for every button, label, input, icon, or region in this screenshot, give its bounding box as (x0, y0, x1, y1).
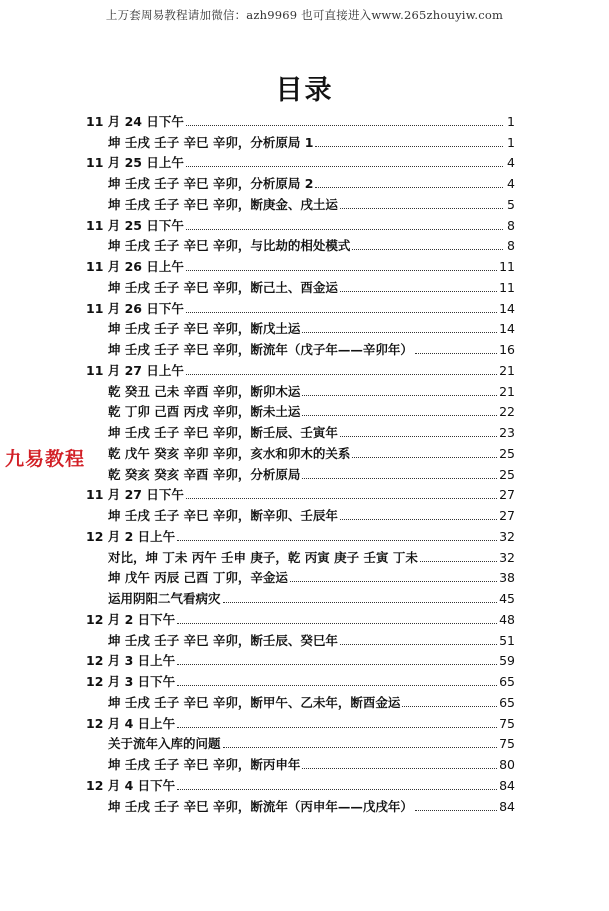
toc-section-entry[interactable] (86, 650, 515, 671)
toc-entry-label: 11 月 25 日下午 (86, 217, 184, 233)
toc-entry-label: 坤 壬戌 壬子 辛巳 辛卯，断丙申年 (108, 757, 301, 772)
toc-page-number: 22 (499, 404, 515, 420)
toc-subentry[interactable] (86, 463, 515, 484)
dot-leader (302, 395, 497, 396)
toc-page-number: 32 (499, 549, 515, 565)
dot-leader (420, 561, 497, 562)
toc-page-number: 4 (507, 176, 515, 191)
toc-entry-label: 坤 壬戌 壬子 辛巳 辛卯，断流年（丙申年——戊戌年） (108, 798, 413, 814)
toc-page-number: 1 (507, 113, 515, 129)
toc-entry-label: 乾 癸丑 己未 辛酉 辛卯，断卯木运 (108, 383, 301, 399)
toc-page-number: 14 (499, 300, 515, 316)
toc-page-number: 38 (499, 570, 515, 586)
table-of-contents (86, 110, 515, 816)
toc-page-number: 84 (499, 798, 515, 814)
dot-leader (340, 208, 503, 209)
dot-leader (352, 249, 503, 250)
toc-entry-label: 11 月 24 日下午 (86, 113, 184, 129)
dot-leader (415, 810, 497, 811)
dot-leader (177, 685, 497, 686)
toc-subentry[interactable] (86, 318, 515, 339)
toc-entry-label: 坤 壬戌 壬子 辛巳 辛卯，断己土、酉金运 (108, 279, 338, 295)
toc-subentry[interactable] (86, 193, 515, 214)
toc-subentry[interactable] (86, 276, 515, 297)
toc-section-entry[interactable] (86, 712, 515, 733)
toc-entry-label: 坤 壬戌 壬子 辛巳 辛卯，断庚金、戌土运 (108, 196, 338, 212)
toc-subentry[interactable] (86, 733, 515, 754)
toc-page-number: 16 (499, 342, 515, 357)
toc-entry-label: 坤 壬戌 壬子 辛巳 辛卯，断戊土运 (108, 321, 301, 337)
toc-entry-label: 11 月 26 日下午 (86, 300, 184, 316)
toc-page-number: 75 (499, 736, 515, 752)
toc-entry-label: 12 月 3 日上午 (86, 653, 176, 669)
toc-entry-label: 11 月 26 日上午 (86, 259, 184, 274)
toc-entry-label: 12 月 4 日下午 (86, 777, 176, 793)
toc-page-number: 1 (507, 134, 515, 150)
toc-section-entry[interactable] (86, 484, 515, 505)
toc-subentry[interactable] (86, 629, 515, 650)
dot-leader (290, 581, 497, 582)
toc-subentry[interactable] (86, 235, 515, 256)
toc-entry-label: 乾 丁卯 己酉 丙戌 辛卯，断未土运 (108, 404, 301, 420)
dot-leader (186, 229, 503, 230)
toc-section-entry[interactable] (86, 608, 515, 629)
dot-leader (186, 270, 497, 271)
toc-entry-label: 坤 壬戌 壬子 辛巳 辛卯，与比劫的相处模式 (108, 238, 351, 254)
toc-page-number: 84 (499, 777, 515, 793)
toc-subentry[interactable] (86, 567, 515, 588)
toc-page-number: 27 (499, 487, 515, 503)
toc-page-number: 8 (507, 217, 515, 233)
dot-leader (302, 768, 497, 769)
toc-subentry[interactable] (86, 442, 515, 463)
dot-leader (177, 789, 497, 790)
dot-leader (302, 415, 497, 416)
toc-page-number: 65 (499, 694, 515, 710)
toc-page-number: 8 (507, 238, 515, 254)
dot-leader (223, 747, 498, 748)
dot-leader (402, 706, 497, 707)
toc-entry-label: 关于流年入库的问题 (108, 736, 221, 752)
dot-leader (302, 332, 497, 333)
page-title: 目录 (275, 75, 334, 106)
toc-section-entry[interactable] (86, 359, 515, 380)
toc-section-entry[interactable] (86, 255, 515, 276)
toc-entry-label: 坤 壬戌 壬子 辛巳 辛卯，断辛卯、壬辰年 (108, 508, 338, 523)
toc-page-number: 4 (507, 155, 515, 171)
toc-entry-label: 坤 壬戌 壬子 辛巳 辛卯，分析原局 2 (108, 176, 314, 191)
toc-entry-label: 乾 戊午 癸亥 辛卯 辛卯，亥水和卯木的关系 (108, 445, 351, 461)
toc-subentry[interactable] (86, 753, 515, 774)
toc-page-number: 45 (499, 591, 515, 606)
dot-leader (415, 353, 497, 354)
dot-leader (340, 436, 497, 437)
toc-entry-label: 坤 壬戌 壬子 辛巳 辛卯，断壬辰、壬寅年 (108, 425, 338, 440)
toc-subentry[interactable] (86, 338, 515, 359)
dot-leader (177, 664, 497, 665)
toc-subentry[interactable] (86, 172, 515, 193)
toc-subentry[interactable] (86, 131, 515, 152)
toc-page-number: 14 (499, 321, 515, 337)
toc-entry-label: 12 月 2 日下午 (86, 611, 176, 627)
dot-leader (177, 727, 497, 728)
toc-entry-label: 坤 壬戌 壬子 辛巳 辛卯，断壬辰、癸巳年 (108, 632, 338, 648)
dot-leader (340, 291, 497, 292)
toc-page-number: 51 (499, 632, 515, 648)
dot-leader (302, 478, 497, 479)
toc-section-entry[interactable] (86, 110, 515, 131)
toc-section-entry[interactable] (86, 297, 515, 318)
toc-page-number: 25 (499, 445, 515, 461)
toc-subentry[interactable] (86, 421, 515, 442)
watermark-logo: 九易教程 (5, 448, 86, 470)
toc-entry-label: 坤 壬戌 壬子 辛巳 辛卯，断甲午、乙未年，断酉金运 (108, 694, 401, 710)
toc-section-entry[interactable] (86, 152, 515, 173)
dot-leader (340, 519, 497, 520)
toc-page-number: 75 (499, 715, 515, 731)
toc-entry-label: 12 月 3 日下午 (86, 674, 176, 689)
toc-entry-label: 运用阴阳二气看病灾 (108, 591, 221, 606)
dot-leader (340, 644, 497, 645)
toc-page-number: 32 (499, 528, 515, 544)
toc-subentry[interactable] (86, 587, 515, 608)
toc-page-number: 11 (499, 279, 515, 295)
dot-leader (315, 146, 503, 147)
dot-leader (352, 457, 497, 458)
toc-subentry[interactable] (86, 691, 515, 712)
toc-entry-label: 对比，坤 丁未 丙午 壬申 庚子，乾 丙寅 庚子 壬寅 丁未 (108, 549, 418, 565)
toc-page-number: 80 (499, 757, 515, 772)
top-banner: 上万套周易教程请加微信：azh9969 也可直接进入www.265zhouyiw.com (105, 8, 504, 22)
toc-entry-label: 坤 壬戌 壬子 辛巳 辛卯，断流年（戊子年——辛卯年） (108, 342, 413, 357)
toc-entry-label: 11 月 27 日上午 (86, 362, 184, 378)
dot-leader (186, 374, 497, 375)
dot-leader (186, 125, 503, 126)
toc-subentry[interactable] (86, 504, 515, 525)
toc-section-entry[interactable] (86, 670, 515, 691)
toc-subentry[interactable] (86, 795, 515, 816)
toc-page-number: 59 (499, 653, 515, 669)
toc-entry-label: 坤 壬戌 壬子 辛巳 辛卯，分析原局 1 (108, 134, 314, 150)
toc-subentry[interactable] (86, 380, 515, 401)
toc-section-entry[interactable] (86, 525, 515, 546)
toc-entry-label: 12 月 2 日上午 (86, 528, 176, 544)
toc-page-number: 65 (499, 674, 515, 689)
toc-subentry[interactable] (86, 401, 515, 422)
toc-section-entry[interactable] (86, 774, 515, 795)
toc-page-number: 25 (499, 466, 515, 482)
toc-page-number: 11 (499, 259, 515, 274)
dot-leader (177, 623, 497, 624)
toc-section-entry[interactable] (86, 214, 515, 235)
toc-page-number: 23 (499, 425, 515, 440)
toc-page-number: 21 (499, 383, 515, 399)
dot-leader (186, 166, 503, 167)
toc-entry-label: 12 月 4 日上午 (86, 715, 176, 731)
toc-entry-label: 乾 癸亥 癸亥 辛酉 辛卯，分析原局 (108, 466, 301, 482)
dot-leader (223, 602, 498, 603)
toc-subentry[interactable] (86, 546, 515, 567)
toc-entry-label: 11 月 25 日上午 (86, 155, 184, 171)
dot-leader (315, 187, 503, 188)
toc-page-number: 5 (507, 196, 515, 212)
toc-page-number: 27 (499, 508, 515, 523)
dot-leader (177, 540, 497, 541)
dot-leader (186, 312, 497, 313)
toc-entry-label: 坤 戊午 丙辰 己酉 丁卯，辛金运 (108, 570, 288, 586)
toc-entry-label: 11 月 27 日下午 (86, 487, 184, 503)
toc-page-number: 48 (499, 611, 515, 627)
toc-page-number: 21 (499, 362, 515, 378)
dot-leader (186, 498, 497, 499)
